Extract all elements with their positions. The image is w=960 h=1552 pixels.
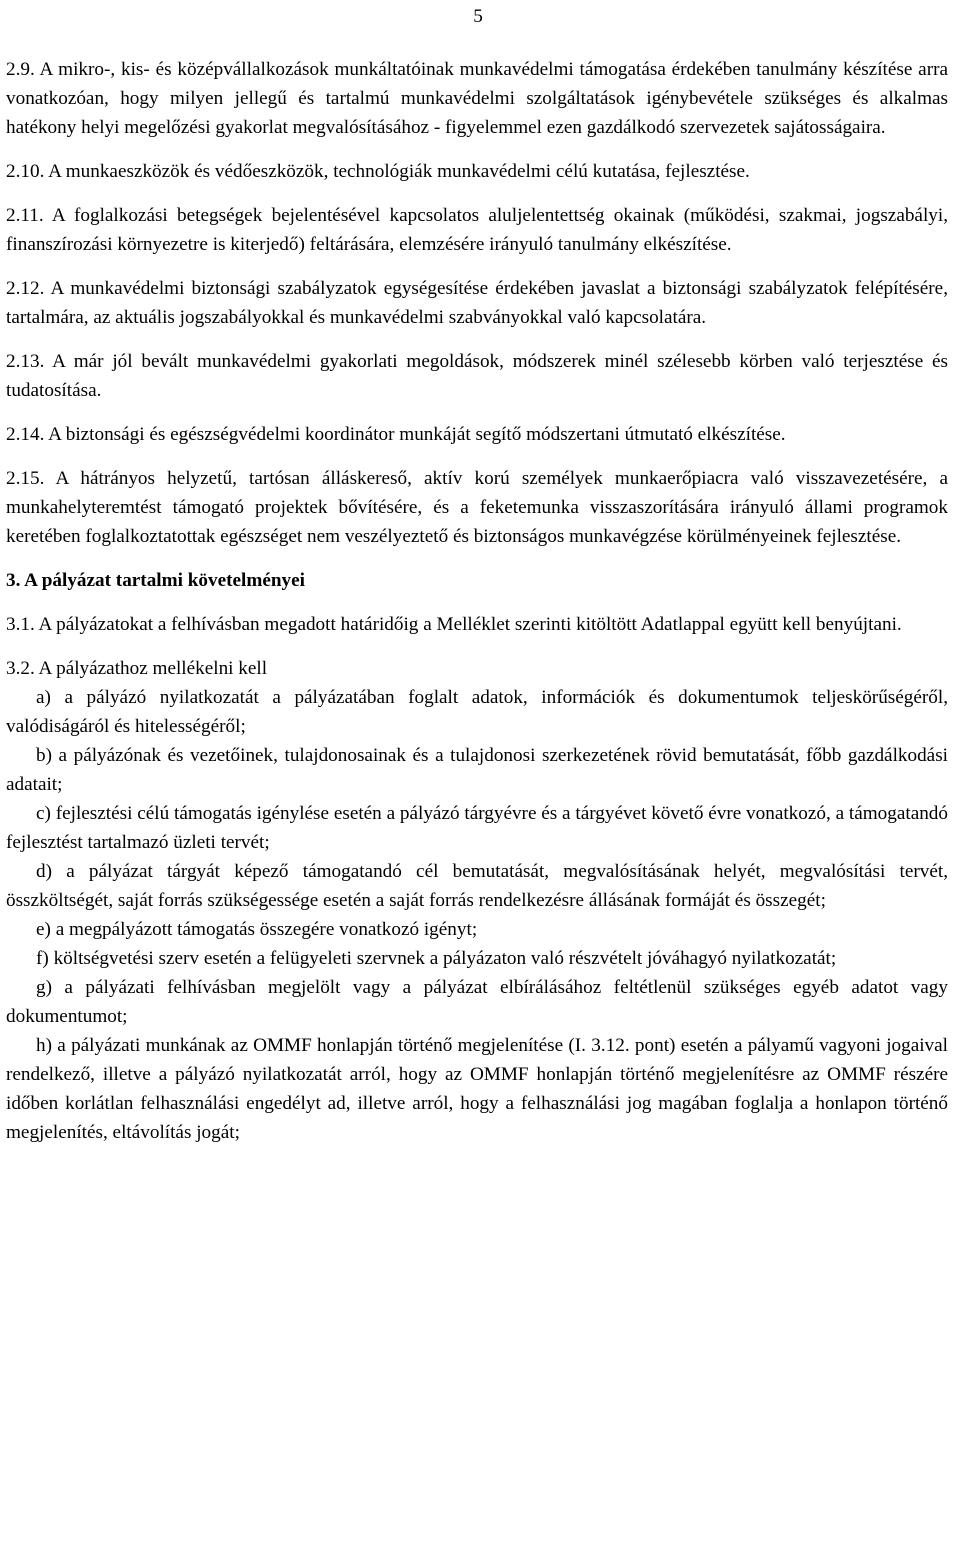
document-body bbox=[6, 55, 948, 1147]
paragraph-3-2-intro: 3.2. A pályázathoz mellékelni kell bbox=[6, 658, 268, 679]
paragraph-text: A biztonsági és egészségvédelmi koordinátor munkáját segítő módszertani útmutató elkészítése. bbox=[48, 424, 786, 445]
paragraph-2-10 bbox=[6, 157, 948, 186]
list-item-e: e) a megpályázott támogatás összegére vonatkozó igényt; bbox=[36, 919, 478, 940]
paragraph-number: 2.9. bbox=[6, 59, 35, 80]
paragraph-number: 2.15. bbox=[6, 468, 45, 489]
paragraph-number: 2.11. bbox=[6, 205, 44, 226]
paragraph-2-9 bbox=[6, 55, 948, 142]
paragraph-text: A munkavédelmi biztonsági szabályzatok egységesítése érdekében javaslat a biztonsági szabályzatok felépítésére, tartalmára, az aktuális jogszabályokkal és munkavédelmi szabványokkal való kapcsolatára. bbox=[6, 278, 948, 328]
paragraph-2-12 bbox=[6, 274, 948, 332]
list-item-g: g) a pályázati felhívásban megjelölt vagy a pályázat elbírálásához feltétlenül szükséges egyéb adatot vagy dokumentumot; bbox=[6, 977, 948, 1027]
list-item-b: b) a pályázónak és vezetőinek, tulajdonosainak és a tulajdonosi szerkezetének rövid bemutatását, főbb gazdálkodási adatait; bbox=[6, 745, 948, 795]
paragraph-text: A foglalkozási betegségek bejelentésével kapcsolatos aluljelentettség okainak (működési, szakmai, jogszabályi, finanszírozási környezetre is kiterjedő) feltárására, elemzésére irányuló tanulmány elkészítése. bbox=[6, 205, 948, 255]
paragraph-number: 2.14. bbox=[6, 424, 45, 445]
section-heading: 3. A pályázat tartalmi követelményei bbox=[6, 570, 305, 591]
paragraph-3-1: 3.1. A pályázatokat a felhívásban megadott határidőig a Melléklet szerinti kitöltött Adatlappal együtt kell benyújtani. bbox=[6, 614, 902, 635]
list-item-a: a) a pályázó nyilatkozatát a pályázatában foglalt adatok, információk és dokumentumok teljeskörűségéről, valódiságáról és hitelességéről; bbox=[6, 687, 948, 737]
paragraph-2-13 bbox=[6, 347, 948, 405]
paragraph-number: 2.10. bbox=[6, 161, 45, 182]
page-number: 5 bbox=[473, 6, 483, 27]
list-item-c: c) fejlesztési célú támogatás igénylése esetén a pályázó tárgyévre és a tárgyévet követő évre vonatkozó, a támogatandó fejlesztést tartalmazó üzleti tervét; bbox=[6, 803, 948, 853]
paragraph-text: A munkaeszközök és védőeszközök, technológiák munkavédelmi célú kutatása, fejlesztése. bbox=[48, 161, 750, 182]
paragraph-number: 2.12. bbox=[6, 278, 45, 299]
paragraph-2-11 bbox=[6, 201, 948, 259]
paragraph-number: 2.13. bbox=[6, 351, 45, 372]
paragraph-2-15 bbox=[6, 464, 948, 551]
paragraph-text: A hátrányos helyzetű, tartósan álláskereső, aktív korú személyek munkaerőpiacra való visszavezetésére, a munkahelyteremtést támogató projektek bővítésére, és a feketemunka visszaszorítására irányuló állami programok keretében foglalkoztatottak egészséget nem veszélyeztető és biztonságos munkavégzése körülményeinek fejlesztése. bbox=[6, 468, 948, 547]
paragraph-2-14 bbox=[6, 420, 948, 449]
list-item-d: d) a pályázat tárgyát képező támogatandó cél bemutatását, megvalósításának helyét, megvalósítási tervét, összköltségét, saját forrás szükségessége esetén a saját forrás rendelkezésre állásának formáját és összegét; bbox=[6, 861, 948, 911]
list-item-f: f) költségvetési szerv esetén a felügyeleti szervnek a pályázaton való részvételt jóváhagyó nyilatkozatát; bbox=[36, 948, 837, 969]
list-item-h: h) a pályázati munkának az OMMF honlapján történő megjelenítése (I. 3.12. pont) esetén a pályamű vagyoni jogaival rendelkező, illetve a pályázó nyilatkozatát arról, hogy az OMMF honlapján történő megjelenítésre az OMMF részére időben korlátlan felhasználási engedélyt ad, illetve arról, hogy a felhasználási jog magában foglalja a honlapon történő megjelenítés, eltávolítás jogát; bbox=[6, 1035, 948, 1143]
paragraph-text: A már jól bevált munkavédelmi gyakorlati megoldások, módszerek minél szélesebb körben való terjesztése és tudatosítása. bbox=[6, 351, 948, 401]
paragraph-text: A mikro-, kis- és középvállalkozások munkáltatóinak munkavédelmi támogatása érdekében tanulmány készítése arra vonatkozóan, hogy milyen jellegű és tartalmú munkavédelmi szolgáltatások igénybevétele szükséges és alkalmas hatékony helyi megelőzési gyakorlat megvalósításához - figyelemmel ezen gazdálkodó szervezetek sajátosságaira. bbox=[6, 59, 948, 138]
